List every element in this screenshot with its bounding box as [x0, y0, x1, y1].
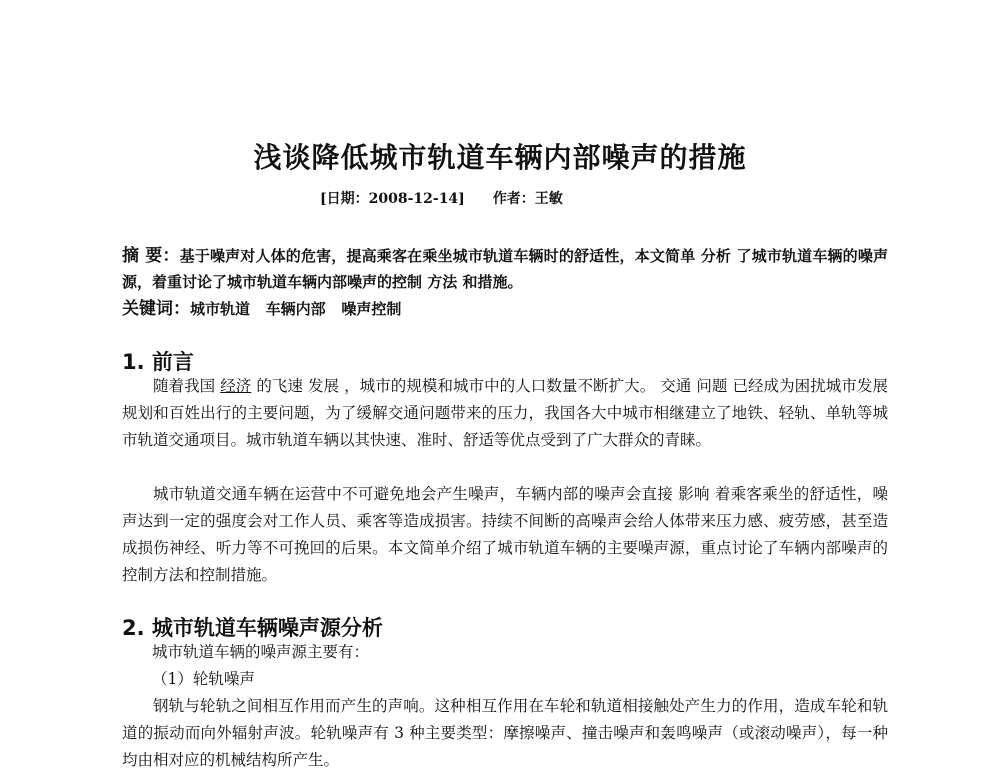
- section-1-paragraph-2: 城市轨道交通车辆在运营中不可避免地会产生噪声，车辆内部的噪声会直接 影响 着乘客乘坐的舒适性，噪声达到一定的强度会对工作人员、乘客等造成损害。持续不间断的高噪声会给人体带来压力感、疲劳感，甚至造成损伤神经、听力等不可挽回的后果。本文简单介绍了城市轨道车辆的主要噪声源，重点讨论了车辆内部噪声的控制方法和控制措施。: [122, 485, 888, 584]
- paragraph-text: 的飞速 发展 ，城市的规模和城市中的人口数量不断扩大。 交通 问题 已经成为困扰城市发展规划和百姓出行的主要问题，为了缓解交通问题带来的压力，我国各大中城市相继建立了地铁、轻轨、单轨等城市轨道交通项目。城市轨道车辆以其快速、准时、舒适等优点受到了广大群众的青睐。: [122, 377, 888, 449]
- article-meta: [320, 188, 563, 208]
- economy-link[interactable]: 经济: [220, 377, 252, 395]
- abstract: [122, 243, 888, 295]
- section-heading-noise-sources: 2. 城市轨道车辆噪声源分析: [122, 616, 383, 640]
- date-label: [日期：2008-12-14]: [320, 191, 465, 207]
- abstract-text: 基于噪声对人体的危害，提高乘客在乘坐城市轨道车辆时的舒适性，本文简单 分析 了城市轨道车辆的噪声源，着重讨论了城市轨道车辆内部噪声的控制 方法 和措施。: [122, 247, 889, 291]
- keywords: [122, 296, 401, 322]
- section-heading-intro: 1. 前言: [122, 350, 194, 374]
- keywords-text: 城市轨道 车辆内部 噪声控制: [190, 300, 402, 318]
- article-title: 浅谈降低城市轨道车辆内部噪声的措施: [253, 141, 747, 174]
- list-item-wheel-rail-noise: （1）轮轨噪声: [152, 670, 255, 688]
- section-1-paragraph-1: [122, 373, 888, 454]
- abstract-label: 摘 要：: [122, 246, 180, 266]
- section-2-intro: 城市轨道车辆的噪声源主要有：: [152, 643, 370, 661]
- author-label: 作者：王敏: [492, 191, 563, 207]
- section-2-paragraph-1: 钢轨与轮轨之间相互作用而产生的声响。这种相互作用在车轮和轨道相接触处产生力的作用，造成车轮和轨道的振动而向外辐射声波。轮轨噪声有 3 种主要类型：摩擦噪声、撞击噪声和轰鸣噪声（或滚动噪声），每一种均由相对应的机械结构所产生。: [122, 697, 888, 769]
- paragraph-text: 随着我国: [153, 377, 221, 395]
- keywords-label: 关键词：: [122, 299, 190, 319]
